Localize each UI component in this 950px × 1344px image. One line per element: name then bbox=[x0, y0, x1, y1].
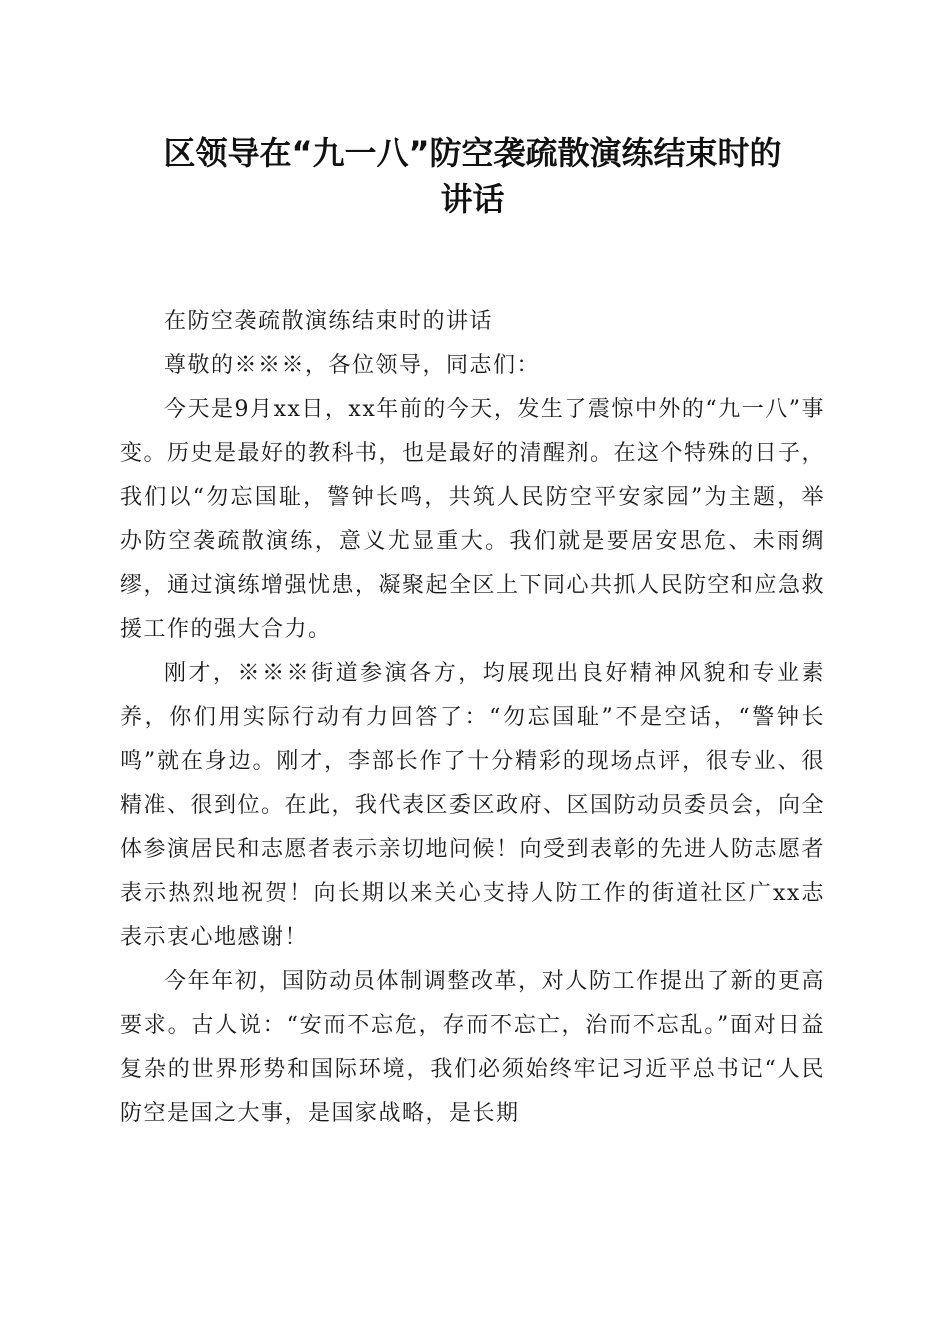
document-body bbox=[120, 300, 825, 1136]
paragraph: 今天是9月xx日，xx年前的今天，发生了震惊中外的“九一八”事变。历史是最好的教科书，也是最好的清醒剂。在这个特殊的日子，我们以“勿忘国耻，警钟长鸣，共筑人民防空平安家园”为主题，举办防空袭疏散演练，意义尤显重大。我们就是要居安思危、未雨绸缪，通过演练增强忧患，凝聚起全区上下同心共抓人民防空和应急救援工作的强大合力。 bbox=[120, 397, 826, 642]
paragraph: 刚才，※※※街道参演各方，均展现出良好精神风貌和专业素养，你们用实际行动有力回答了：“勿忘国耻”不是空话，“警钟长鸣”就在身边。刚才，李部长作了十分精彩的现场点评，很专业、很精准、很到位。在此，我代表区委区政府、区国防动员委员会，向全体参演居民和志愿者表示亲切地问候！向受到表彰的先进人防志愿者表示热烈地祝贺！向长期以来关心支持人防工作的街道社区广xx志表示衷心地感谢！ bbox=[120, 661, 826, 950]
paragraph: 今年年初，国防动员体制调整改革，对人防工作提出了新的更高要求。古人说：“安而不忘危，存而不忘亡，治而不忘乱。”面对日益复杂的世界形势和国际环境，我们必须始终牢记习近平总书记“人民防空是国之大事，是国家战略，是长期 bbox=[120, 969, 825, 1126]
title-line-1: 区领导在“九一八”防空袭疏散演练结束时的 bbox=[163, 134, 782, 172]
paragraph-subtitle: 在防空袭疏散演练结束时的讲话 bbox=[164, 309, 494, 334]
title-line-2: 讲话 bbox=[440, 180, 505, 218]
document-title bbox=[120, 130, 825, 222]
paragraph-salutation: 尊敬的※※※，各位领导，同志们： bbox=[164, 353, 541, 378]
document-page bbox=[120, 130, 825, 1136]
